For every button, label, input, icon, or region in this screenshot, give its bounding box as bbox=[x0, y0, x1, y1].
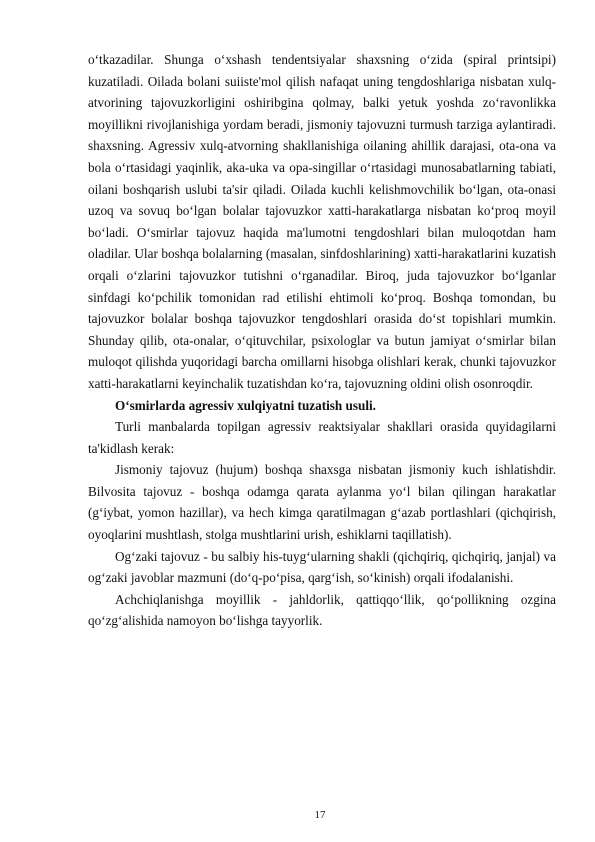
paragraph-irritability: Achchiqlanishga moyillik - jahldorlik, qattiqqo‘llik, qo‘pollikning ozgina qo‘zg‘alishida namoyon bo‘lishga tayyorlik. bbox=[88, 591, 556, 629]
paragraph-physical-indirect-aggression: Jismoniy tajovuz (hujum) boshqa shaxsga nisbatan jismoniy kuch ishlatishdir. Bilvosita tajovuz - boshqa odamga qarata aylanma yo‘l bilan qilingan harakatlar (g‘iybat, yomon hazillar), va hech kimga qaratilmagan g‘azab portlashlari (qichqirish, oyoqlarini mushtlash, stolga mushtlarini urish, eshiklarni taqillatish). bbox=[88, 462, 556, 543]
paragraph-aggression-family-factors: o‘tkazadilar. Shunga o‘xshash tendentsiyalar shaxsning o‘zida (spiral printsipi) kuzatiladi. Oilada bolani suiiste'mol qilish nafaqat uning tengdoshlariga nisbatan xulq-atvorining tajovuzkorligini oshiribgina qolmay, balki yetuk yoshda zo‘ravonlikka moyillikni rivojlanishiga yordam beradi, jismoniy tajovuzni turmush tarziga aylantiradi. shaxsning. Agressiv xulq-atvorning shakllanishiga oilaning ahillik darajasi, ota-ona va bola o‘rtasidagi yaqinlik, aka-uka va opa-singillar o‘rtasidagi munosabatlarning tabiati, oilani boshqarish uslubi ta'sir qiladi. Oilada kuchli kelishmovchilik bo‘lgan, ota-onasi uzoq va sovuq bo‘lgan bolalar tajovuzkor xatti-harakatlarga nisbatan ko‘proq moyil bo‘ladi. O‘smirlar tajovuz haqida ma'lumotni tengdoshlari bilan muloqotdan ham oladilar. Ular boshqa bolalarning (masalan, sinfdoshlarining) xatti-harakatlarini kuzatish orqali o‘zlarini tajovuzkor tutishni o‘rganadilar. Biroq, juda tajovuzkor bo‘lganlar sinfdagi ko‘pchilik tomonidan rad etilishi ehtimoli ko‘proq. Boshqa tomondan, bu tajovuzkor bolalar boshqa tajovuzkor tengdoshlari orasida do‘st topishlari mumkin. Shunday qilib, ota-onalar, o‘qituvchilar, psixologlar va butun jamiyat o‘smirlar bilan muloqot qilishda yuqoridagi barcha omillarni hisobga olishlari kerak, chunki tajovuzkor xatti-harakatlarni keyinchalik tuzatishdan ko‘ra, tajovuzning oldini olish osonroqdir. bbox=[88, 52, 556, 391]
section-heading: O‘smirlarda agressiv xulqiyatni tuzatish usuli. bbox=[115, 397, 376, 413]
paragraph-forms-intro: Turli manbalarda topilgan agressiv reaktsiyalar shakllari orasida quyidagilarni ta'kidlash kerak: bbox=[88, 419, 556, 456]
page-number: 17 bbox=[314, 809, 326, 821]
document-page bbox=[88, 49, 556, 632]
paragraph-verbal-aggression: Og‘zaki tajovuz - bu salbiy his-tuyg‘ularning shakli (qichqiriq, qichqiriq, janjal) va og‘zaki javoblar mazmuni (do‘q-po‘pisa, qarg‘ish, so‘kinish) orqali ifodalanishi. bbox=[88, 548, 556, 586]
